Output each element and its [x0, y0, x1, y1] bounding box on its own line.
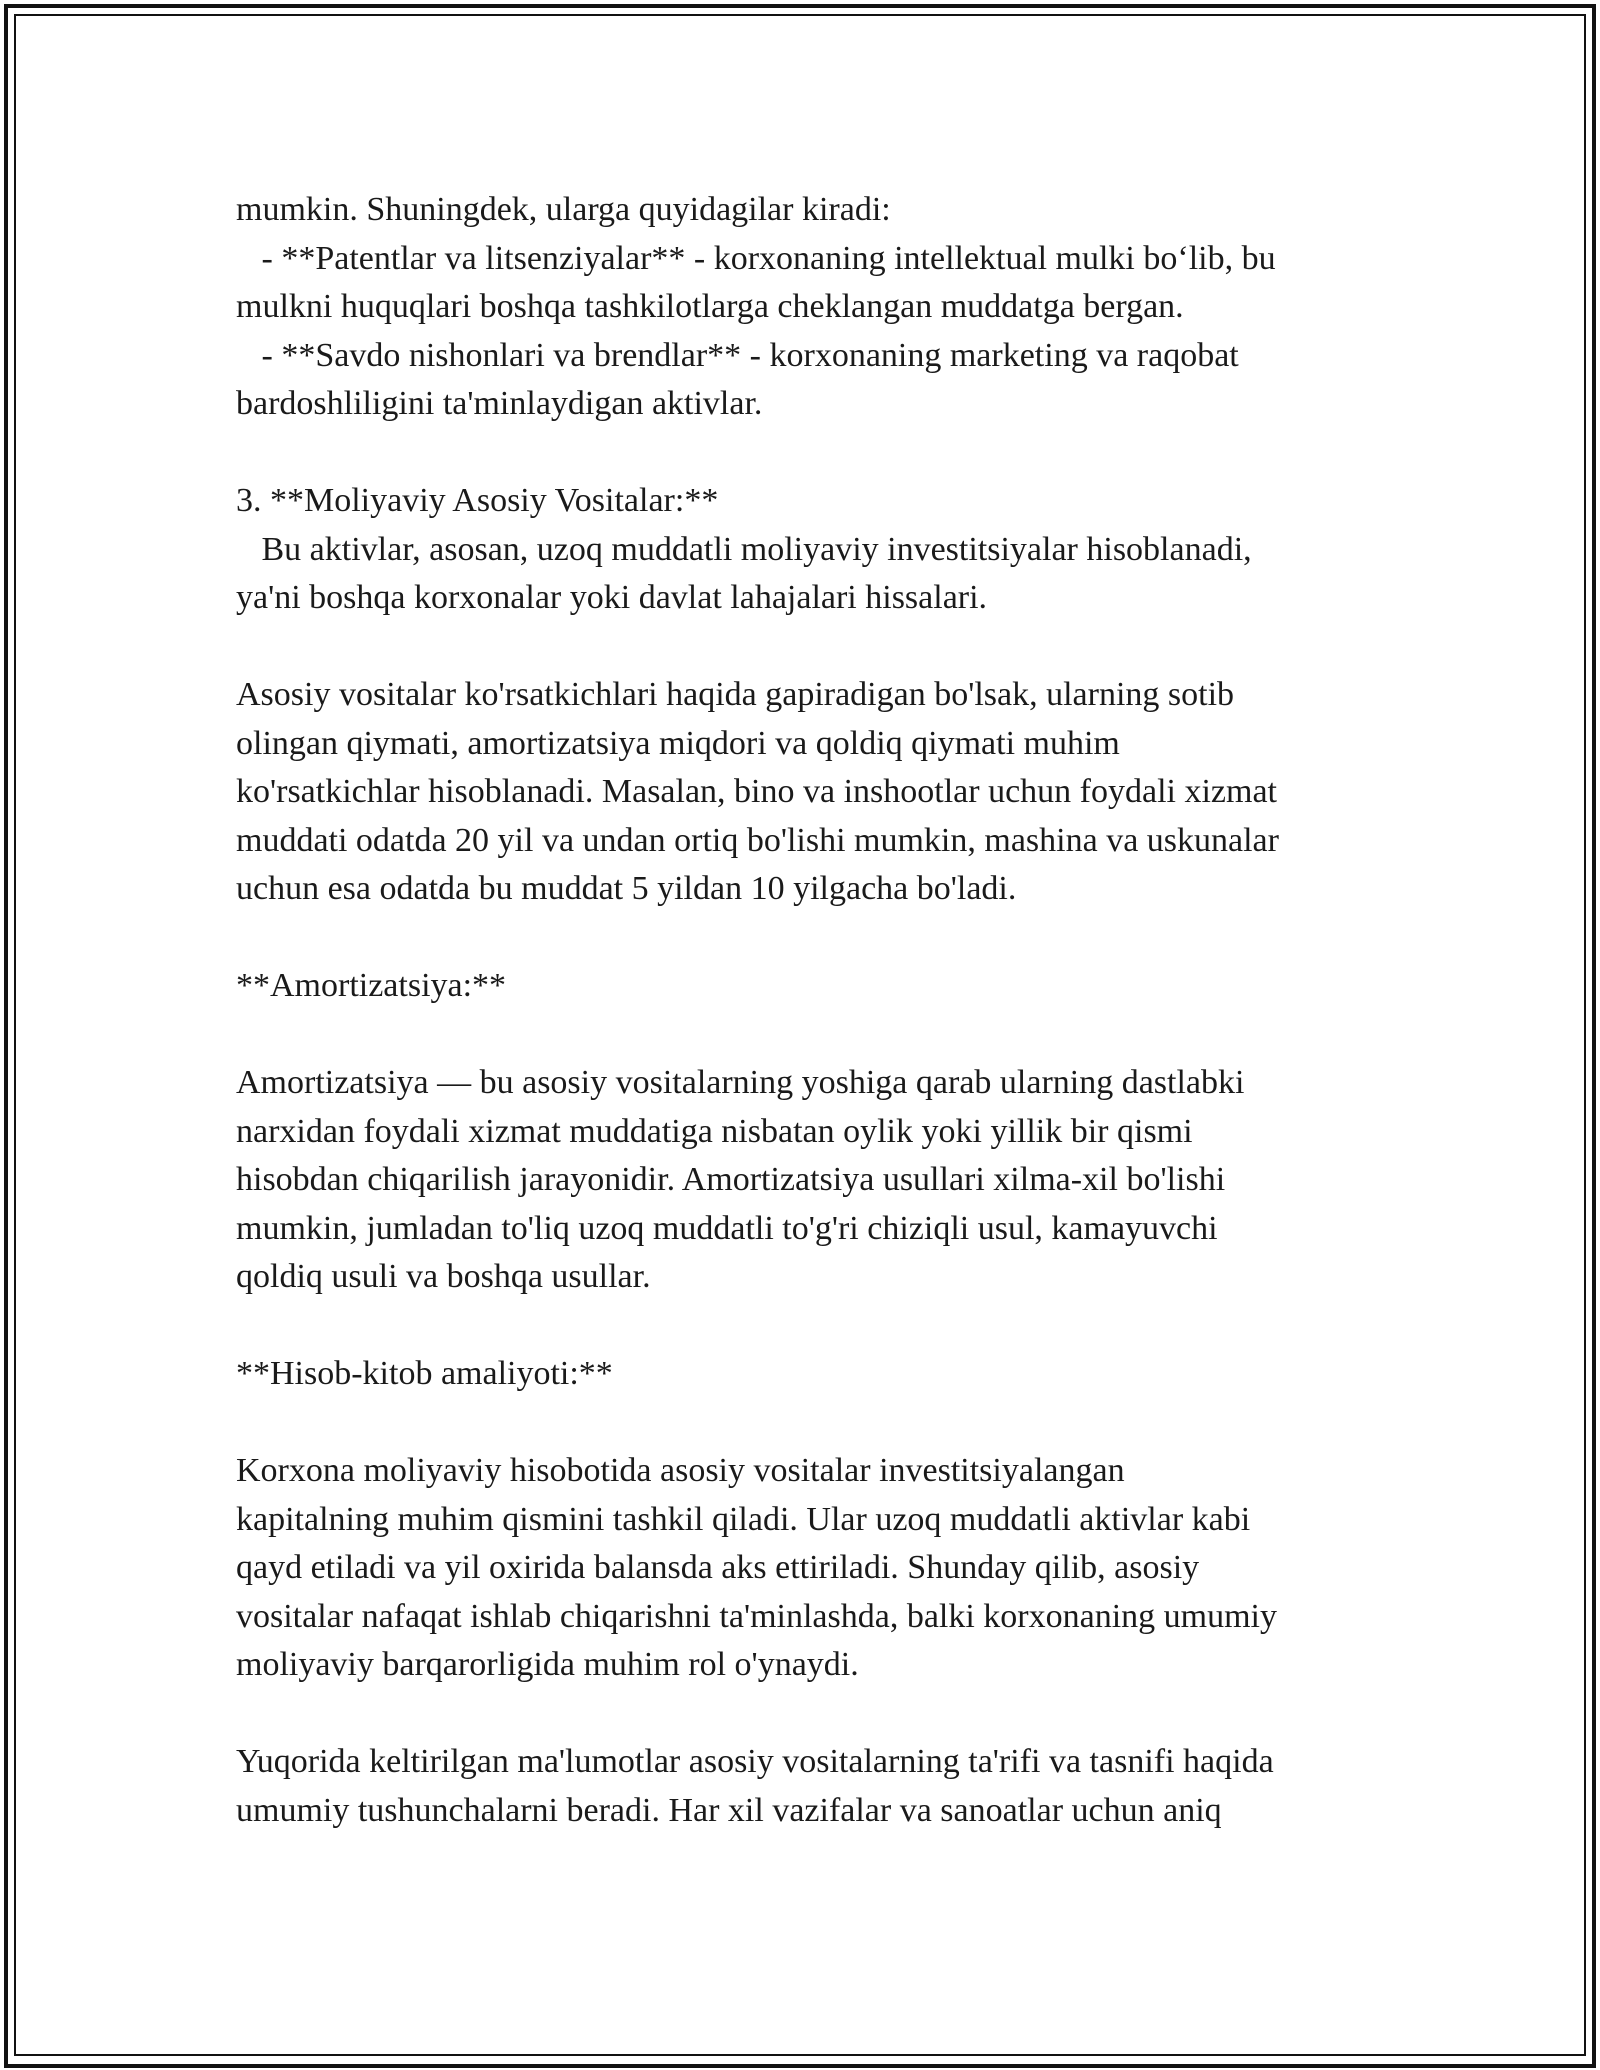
text-line: ko'rsatkichlar hisoblanadi. Masalan, bino va inshootlar uchun foydali xizmat [236, 773, 1277, 810]
text-line: **Hisob-kitob amaliyoti:** [236, 1355, 613, 1392]
text-line: kapitalning muhim qismini tashkil qiladi. Ular uzoq muddatli aktivlar kabi [236, 1500, 1251, 1538]
text-line: moliyaviy barqarorligida muhim rol o'ynaydi. [236, 1646, 859, 1683]
text-line: mumkin. Shuningdek, ularga quyidagilar kiradi: [236, 191, 891, 228]
blank-line [236, 1690, 1386, 1739]
blank-line [236, 429, 1386, 478]
text-line: umumiy tushunchalarni beradi. Har xil vazifalar va sanoatlar uchun aniq [236, 1791, 1222, 1829]
text-line: Bu aktivlar, asosan, uzoq muddatli moliyaviy investitsiyalar hisoblanadi, [236, 530, 1252, 568]
text-line: - **Patentlar va litsenziyalar** - korxonaning intellektual mulki bo‘lib, bu [236, 239, 1276, 277]
text-line: 3. **Moliyaviy Asosiy Vositalar:** [236, 482, 719, 519]
text-line: Yuqorida keltirilgan ma'lumotlar asosiy vositalarning ta'rifi va tasnifi haqida [236, 1743, 1274, 1780]
blank-line [236, 1302, 1386, 1351]
text-line: olingan qiymati, amortizatsiya miqdori va qoldiq qiymati muhim [236, 724, 1120, 762]
blank-line [236, 1011, 1386, 1060]
text-line: Amortizatsiya — bu asosiy vositalarning yoshiga qarab ularning dastlabki [236, 1064, 1245, 1101]
blank-line [236, 623, 1386, 672]
text-line: qoldiq usuli va boshqa usullar. [236, 1258, 651, 1295]
text-line: hisobdan chiqarilish jarayonidir. Amortizatsiya usullari xilma-xil bo'lishi [236, 1161, 1226, 1198]
text-line: narxidan foydali xizmat muddatiga nisbatan oylik yoki yillik bir qismi [236, 1112, 1193, 1150]
text-line: mulkni huquqlari boshqa tashkilotlarga cheklangan muddatga bergan. [236, 288, 1184, 325]
text-line: **Amortizatsiya:** [236, 967, 507, 1004]
text-line: Korxona moliyaviy hisobotida asosiy vositalar investitsiyalangan [236, 1452, 1125, 1489]
text-line: muddati odatda 20 yil va undan ortiq bo'lishi mumkin, mashina va uskunalar [236, 821, 1279, 859]
text-line: vositalar nafaqat ishlab chiqarishni ta'minlashda, balki korxonaning umumiy [236, 1597, 1278, 1635]
text-line: ya'ni boshqa korxonalar yoki davlat lahajalari hissalari. [236, 579, 988, 616]
text-line: uchun esa odatda bu muddat 5 yildan 10 yilgacha bo'ladi. [236, 870, 1017, 907]
text-line: - **Savdo nishonlari va brendlar** - korxonaning marketing va raqobat [236, 336, 1239, 374]
text-line: mumkin, jumladan to'liq uzoq muddatli to'g'ri chiziqli usul, kamayuvchi [236, 1209, 1218, 1247]
text-line: bardoshliligini ta'minlaydigan aktivlar. [236, 385, 763, 422]
text-line: Asosiy vositalar ko'rsatkichlari haqida gapiradigan bo'lsak, ularning sotib [236, 676, 1235, 713]
blank-line [236, 914, 1386, 963]
text-line: qayd etiladi va yil oxirida balansda aks ettiriladi. Shunday qilib, asosiy [236, 1549, 1200, 1586]
document-body [236, 186, 1386, 1835]
blank-line [236, 1399, 1386, 1448]
